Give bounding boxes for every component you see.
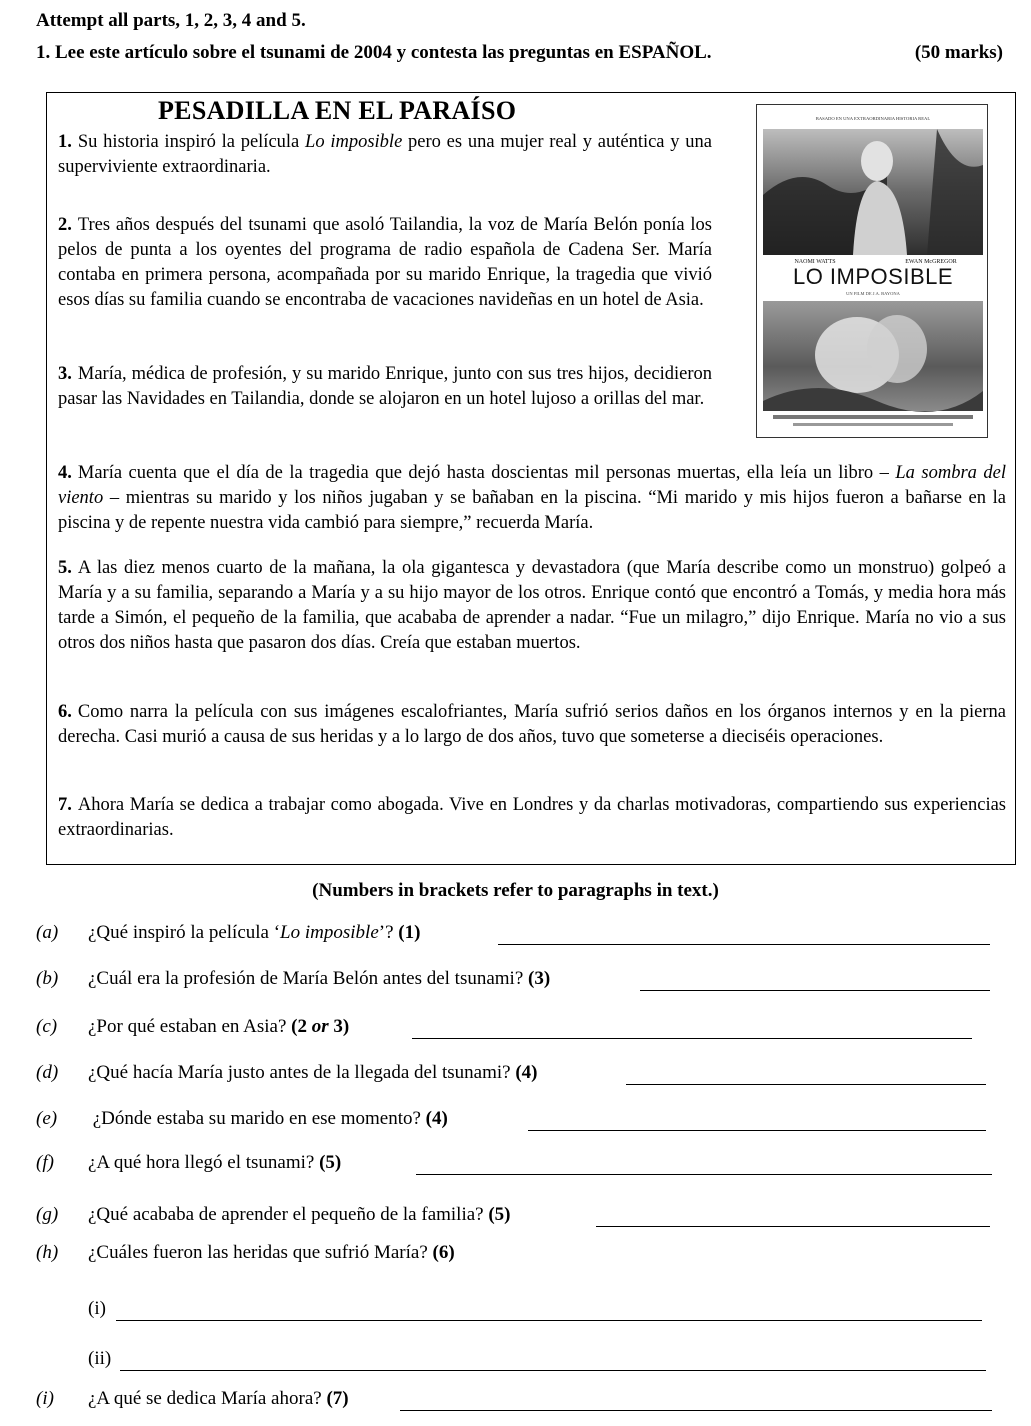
poster-tagline: BASADO EN UNA EXTRAORDINARIA HISTORIA REAL [815, 116, 931, 121]
poster-director: UN FILM DE J.A. BAYONA [846, 291, 900, 296]
film-title-italic: Lo imposible [305, 132, 403, 152]
answer-line-d[interactable] [626, 1084, 986, 1085]
article-title: PESADILLA EN EL PARAÍSO [158, 96, 517, 125]
question-f: (f) ¿A qué hora llegó el tsunami? (5) [36, 1152, 996, 1178]
question-e: (e) ¿Dónde estaba su marido en ese momento? (4) [36, 1108, 996, 1134]
paragraph-1: 1. Su historia inspiró la película Lo imposible pero es una mujer real y auténtica y una superviviente extraordinaria. [58, 132, 713, 177]
paragraph-4: 4. María cuenta que el día de la tragedia que dejó hasta doscientas mil personas muertas, ella leía un libro – La sombra del viento – mientras su marido y los niños jugaban y se bañaban en la piscina. “Mi marido y mis hijos fueron a bañarse en la piscina y de repente nuestra vida cambió para siempre,” recuerda María. [58, 463, 1006, 533]
answer-line-h-i[interactable] [116, 1320, 982, 1321]
marks-label: (50 marks) [914, 42, 1003, 63]
answer-line-c[interactable] [412, 1038, 972, 1039]
question-g: (g) ¿Qué acababa de aprender el pequeño de la familia? (5) [36, 1204, 996, 1230]
question-d: (d) ¿Qué hacía María justo antes de la llegada del tsunami? (4) [36, 1062, 996, 1088]
question-b: (b) ¿Cuál era la profesión de María Belón antes del tsunami? (3) [36, 968, 996, 994]
question-a: (a) ¿Qué inspiró la película ‘Lo imposible’? (1) [36, 922, 996, 948]
question-heading: 1. Lee este artículo sobre el tsunami de 2004 y contesta las preguntas en ESPAÑOL. [36, 42, 712, 63]
answer-line-a[interactable] [498, 944, 990, 945]
answer-line-e[interactable] [528, 1130, 986, 1131]
paragraph-reference-note: (Numbers in brackets refer to paragraphs in text.) [312, 880, 719, 901]
instruction-text: Attempt all parts, 1, 2, 3, 4 and 5. [36, 10, 306, 31]
sub-answer-ii: (ii) [36, 1348, 996, 1374]
paragraph-2: 2. Tres años después del tsunami que asoló Tailandia, la voz de María Belón ponía los pelos de punta a los oyentes del programa de radio española de Cadena Ser. María contaba en primera persona, acompañada por su marido Enrique, la tragedia que vivió esos días su familia cuando se encontraba de vacaciones navideñas en un hotel de Asia. [58, 215, 712, 310]
question-h: (h) ¿Cuáles fueron las heridas que sufrió María? (6) [36, 1242, 455, 1263]
answer-line-h-ii[interactable] [120, 1370, 986, 1371]
paragraph-3: 3. María, médica de profesión, y su marido Enrique, junto con sus tres hijos, decidieron pasar las Navidades en Tailandia, donde se alojaron en un hotel lujoso a orillas del mar. [58, 364, 712, 409]
movie-poster-image [756, 104, 988, 438]
question-c: (c) ¿Por qué estaban en Asia? (2 or 3) [36, 1016, 996, 1042]
answer-line-b[interactable] [640, 990, 990, 991]
paragraph-6: 6. Como narra la película con sus imágenes escalofriantes, María sufrió serios daños en los órganos internos y en la pierna derecha. Casi murió a causa de sus heridas y a lo largo de dos años, tuvo que someterse a dieciséis operaciones. [58, 702, 1006, 747]
sub-answer-i: (i) [36, 1298, 996, 1324]
answer-line-i[interactable] [400, 1410, 992, 1411]
poster-actor-right: EWAN McGREGOR [905, 259, 957, 265]
answer-line-f[interactable] [416, 1174, 992, 1175]
book-title-italic: La sombra del viento [58, 463, 1006, 508]
paragraph-5: 5. A las diez menos cuarto de la mañana, la ola gigantesca y devastadora (que María describe como un monstruo) golpeó a María y a su familia, separando a María y a su hijo mayor de los otros. Enrique contó que encontró a Tomás, y media hora más tarde a Simón, el pequeño de la familia, que acababa de aprender a nadar. “Fue un milagro,” dijo Enrique. María no vio a sus otros dos niños hasta que pasaron dos días. Creía que estaban muertos. [58, 558, 1006, 653]
answer-line-g[interactable] [596, 1226, 990, 1227]
poster-film-title: LO IMPOSIBLE [792, 264, 954, 289]
poster-actor-left: NAOMI WATTS [794, 259, 836, 265]
paragraph-7: 7. Ahora María se dedica a trabajar como abogada. Vive en Londres y da charlas motivadoras, compartiendo sus experiencias extraordinarias. [58, 795, 1006, 840]
question-i: (i) ¿A qué se dedica María ahora? (7) [36, 1388, 996, 1414]
